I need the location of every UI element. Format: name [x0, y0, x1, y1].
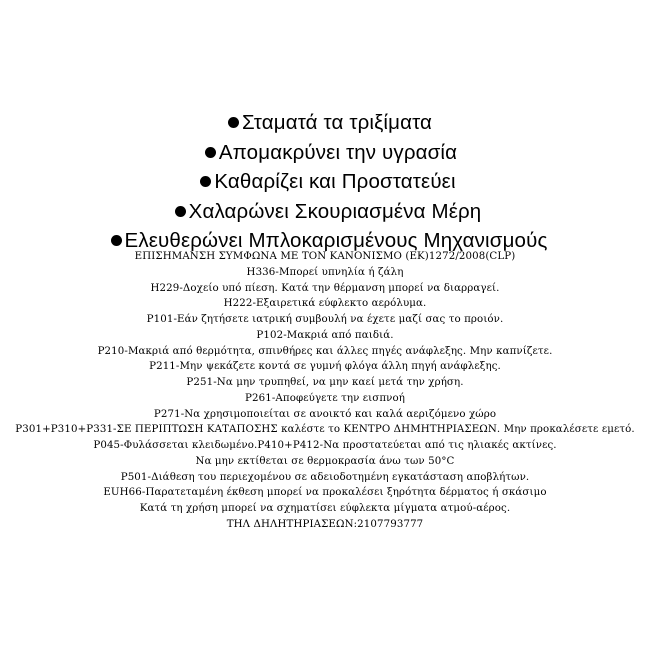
feature-bullet-list [0, 108, 650, 256]
feature-bullet-text: Καθαρίζει και Προστατεύει [214, 170, 456, 193]
feature-bullet-item [12, 138, 650, 168]
precaution-statement: P251-Να μην τρυπηθεί, να μην καεί μετά την χρήση. [186, 376, 464, 388]
precaution-statement: P301+P310+P331-ΣΕ ΠΕΡΙΠΤΩΣΗ ΚΑΤΑΠΟΣΗΣ καλέστε το ΚΕΝΤΡΟ ΔΗΜΗΤΗΡΙΑΣΕΩΝ. Μην προκαλέσετε εμετό. [15, 423, 635, 436]
poison-center-phone: ΤΗΛ ΔΗΛΗΤΗΡΙΑΣΕΩΝ:2107793777 [226, 517, 424, 530]
hazard-statements-block [0, 249, 650, 533]
feature-bullet-text: Σταματά τα τριξίματα [241, 111, 433, 134]
feature-bullet-text: Απομακρύνει την υγρασία [218, 140, 458, 164]
bullet-dot-icon [175, 206, 186, 217]
feature-bullet-item [10, 108, 650, 138]
euh-statement: EUH66-Παρατεταμένη έκθεση μπορεί να προκαλέσει ξηρότητα δέρματος ή σκάσιμο [103, 486, 547, 499]
bullet-dot-icon [205, 147, 216, 158]
bullet-dot-icon [228, 117, 239, 128]
hazard-statement: H229-Δοχείο υπό πίεση. Κατά την θέρμανση μπορεί να διαρραγεί. [150, 281, 500, 294]
feature-bullet-item [6, 197, 650, 227]
precaution-statement: P045-Φυλάσσεται κλειδωμένο.P410+P412-Να προστατεύεται από τις ηλιακές ακτίνες. [93, 439, 557, 451]
usage-warning: Κατά τη χρήση μπορεί να σχηματίσει εύφλεκτα μίγματα ατμού-αέρος. [139, 502, 511, 514]
precaution-statement: P102-Μακριά από παιδιά. [256, 328, 394, 341]
feature-bullet-text: Ελευθερώνει Μπλοκαρισμένους Μηχανισμούς [124, 229, 548, 252]
precaution-statement: P271-Να χρησιμοποιείται σε ανοικτό και καλά αεριζόμενο χώρο [153, 407, 497, 420]
hazard-statement: H336-Μπορεί υπνηλία ή ζάλη [246, 265, 404, 278]
precaution-statement: P261-Αποφεύγετε την εισπνοή [245, 391, 405, 404]
feature-bullet-text: Χαλαρώνει Σκουριασμένα Μέρη [188, 199, 482, 223]
feature-bullet-item [6, 167, 650, 197]
bullet-dot-icon [111, 235, 122, 246]
precaution-statement: Να μην εκτίθεται σε θερμοκρασία άνω των 50°C [195, 454, 455, 467]
precaution-statement: P501-Διάθεση του περιεχομένου σε αδειοδοτημένη εγκατάσταση αποβλήτων. [120, 470, 530, 483]
hazard-statement: H222-Εξαιρετικά εύφλεκτο αερόλυμα. [223, 297, 427, 310]
precaution-statement: P101-Εάν ζητήσετε ιατρική συμβουλή να έχετε μαζί σας το προιόν. [146, 313, 504, 325]
clp-heading: ΕΠΙΣΗΜΑΝΣΗ ΣΥΜΦΩΝΑ ΜΕ ΤΟΝ ΚΑΝΟΝΙΣΜΟ (ΕΚ)1272/2008(CLP) [134, 250, 516, 262]
bullet-dot-icon [200, 176, 211, 187]
precaution-statement: P211-Μην ψεκάζετε κοντά σε γυμνή φλόγα άλλη πηγή ανάφλεξης. [149, 360, 501, 373]
precaution-statement: P210-Μακριά από θερμότητα, σπινθήρες και άλλες πηγές ανάφλεξης. Μην καπνίζετε. [97, 344, 553, 357]
